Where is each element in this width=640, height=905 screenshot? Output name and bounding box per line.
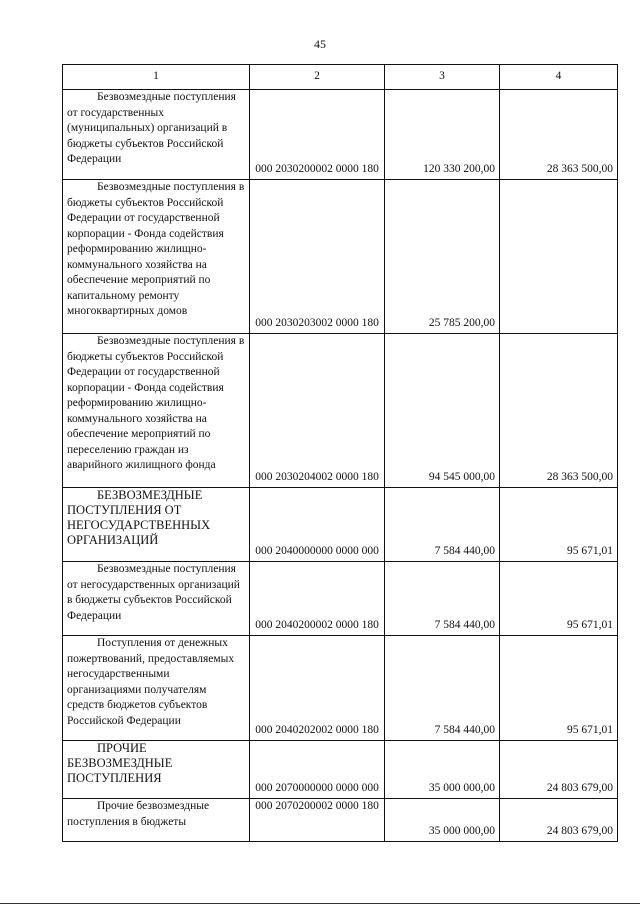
revenue-name-cell (63, 636, 250, 741)
table-row (63, 799, 618, 842)
classification-code-cell: 000 2030204002 0000 180 (250, 334, 385, 488)
classification-code-cell: 000 2040000000 0000 000 (250, 488, 385, 562)
revenue-name-text: Безвозмездные поступления от негосударственных организаций в бюджеты субъектов Российской Федерации (67, 563, 240, 622)
amount-column-3-cell: 7 584 440,00 (385, 636, 500, 741)
table-row (63, 90, 618, 180)
page-number: 45 (314, 37, 326, 51)
revenue-name-text: Безвозмездные поступления в бюджеты субъектов Российской Федерации от государственной корпорации - Фонда содействия реформированию жилищно-коммунального хозяйства на обеспечение мероприятий по переселению граждан из аварийного жилищного фонда (67, 335, 245, 471)
table-body (63, 90, 618, 842)
revenue-name-text: ПРОЧИЕ БЕЗВОЗМЕЗДНЫЕ ПОСТУПЛЕНИЯ (67, 741, 173, 785)
revenue-name-cell (63, 180, 250, 334)
revenue-name-text: Безвозмездные поступления в бюджеты субъектов Российской Федерации от государственной корпорации - Фонда содействия реформированию жилищно-коммунального хозяйства на обеспечение мероприятий по капитальному ремонту многоквартирных домов (67, 181, 245, 317)
amount-column-4-cell: 28 363 500,00 (500, 334, 618, 488)
revenue-name-text: Безвозмездные поступления от государственных (муниципальных) организаций в бюджеты субъектов Российской Федерации (67, 91, 236, 165)
amount-column-3-cell: 7 584 440,00 (385, 488, 500, 562)
classification-code-cell: 000 2070000000 0000 000 (250, 741, 385, 799)
amount-column-3-cell: 7 584 440,00 (385, 562, 500, 636)
amount-column-4-cell: 95 671,01 (500, 488, 618, 562)
classification-code-cell: 000 2040202002 0000 180 (250, 636, 385, 741)
amount-column-4-cell: 28 363 500,00 (500, 90, 618, 180)
revenue-name-cell (63, 741, 250, 799)
column-header-1: 1 (63, 65, 250, 90)
amount-column-3-cell: 25 785 200,00 (385, 180, 500, 334)
column-header-3: 3 (385, 65, 500, 90)
revenue-name-text: Прочие безвозмездные поступления в бюджеты (67, 800, 210, 828)
amount-column-4-cell: 95 671,01 (500, 636, 618, 741)
classification-code-cell: 000 2040200002 0000 180 (250, 562, 385, 636)
revenue-name-text: БЕЗВОЗМЕЗДНЫЕ ПОСТУПЛЕНИЯ ОТ НЕГОСУДАРСТВЕННЫХ ОРГАНИЗАЦИЙ (67, 488, 211, 547)
table-row (63, 636, 618, 741)
column-header-2: 2 (250, 65, 385, 90)
revenue-name-cell (63, 90, 250, 180)
table-row (63, 562, 618, 636)
classification-code-cell: 000 2030200002 0000 180 (250, 90, 385, 180)
column-header-4: 4 (500, 65, 618, 90)
table-row (63, 488, 618, 562)
classification-code-cell: 000 2030203002 0000 180 (250, 180, 385, 334)
revenue-name-cell (63, 334, 250, 488)
amount-column-4-cell: 95 671,01 (500, 562, 618, 636)
amount-column-4-cell: 24 803 679,00 (500, 799, 618, 842)
amount-column-3-cell: 120 330 200,00 (385, 90, 500, 180)
revenue-name-cell (63, 799, 250, 842)
revenue-name-cell (63, 562, 250, 636)
amount-column-3-cell: 35 000 000,00 (385, 741, 500, 799)
classification-code-cell: 000 2070200002 0000 180 (250, 799, 385, 842)
budget-revenue-table (62, 64, 618, 842)
amount-column-3-cell: 94 545 000,00 (385, 334, 500, 488)
amount-column-4-cell (500, 180, 618, 334)
page-bottom-line (0, 903, 640, 904)
revenue-name-text: Поступления от денежных пожертвований, предоставляемых негосударственными организациями получателям средств бюджетов субъектов Российской Федерации (67, 637, 235, 727)
table-row (63, 741, 618, 799)
revenue-name-cell (63, 488, 250, 562)
table-row (63, 334, 618, 488)
amount-column-3-cell: 35 000 000,00 (385, 799, 500, 842)
table-header-row (63, 65, 618, 90)
table-row (63, 180, 618, 334)
amount-column-4-cell: 24 803 679,00 (500, 741, 618, 799)
